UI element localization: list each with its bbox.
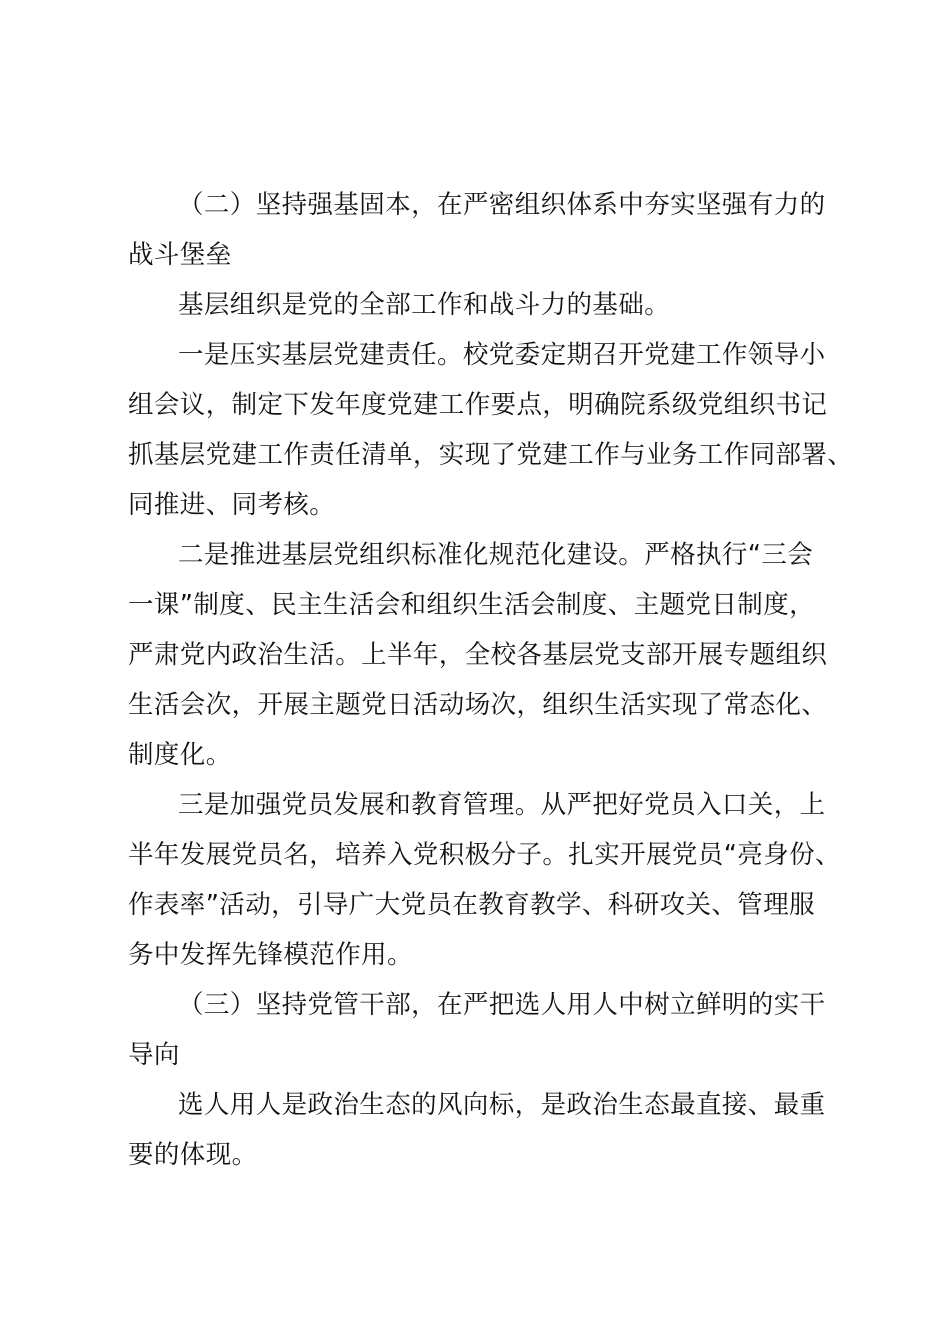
section-heading-3-line-1: （三）坚持党管干部，在严把选人用人中树立鲜明的实干	[178, 990, 826, 1020]
section-heading-2-line-2: 战斗堡垒	[128, 240, 232, 270]
paragraph-3-line-2: 半年发展党员名，培养入党积极分子。扎实开展党员“亮身份、	[128, 840, 841, 870]
paragraph-2-line-1: 二是推进基层党组织标准化规范化建设。严格执行“三会	[178, 540, 814, 570]
paragraph-1-line-1: 一是压实基层党建责任。校党委定期召开党建工作领导小	[178, 340, 826, 370]
paragraph-2-line-2: 一课”制度、民主生活会和组织生活会制度、主题党日制度，	[128, 590, 816, 620]
paragraph-2-line-4: 生活会次，开展主题党日活动场次，组织生活实现了常态化、	[128, 690, 828, 720]
paragraph-3-line-1: 三是加强党员发展和教育管理。从严把好党员入口关，上	[178, 790, 826, 820]
section-heading-2-line-1: （二）坚持强基固本，在严密组织体系中夯实坚强有力的	[178, 190, 826, 220]
paragraph-2-line-3: 严肃党内政治生活。上半年，全校各基层党支部开展专题组织	[128, 640, 828, 670]
paragraph-3-line-3: 作表率”活动，引导广大党员在教育教学、科研攻关、管理服	[128, 890, 816, 920]
paragraph-intro: 基层组织是党的全部工作和战斗力的基础。	[178, 290, 671, 320]
paragraph-3-line-4: 务中发挥先锋模范作用。	[128, 940, 413, 970]
paragraph-1-line-3: 抓基层党建工作责任清单，实现了党建工作与业务工作同部署、	[128, 440, 854, 470]
paragraph-2-line-5: 制度化。	[128, 740, 232, 770]
paragraph-1-line-4: 同推进、同考核。	[128, 490, 336, 520]
paragraph-1-line-2: 组会议，制定下发年度党建工作要点，明确院系级党组织书记	[128, 390, 828, 420]
section-heading-3-line-2: 导向	[128, 1040, 180, 1070]
paragraph-4-line-2: 要的体现。	[128, 1140, 258, 1170]
paragraph-4-line-1: 选人用人是政治生态的风向标，是政治生态最直接、最重	[178, 1090, 826, 1120]
